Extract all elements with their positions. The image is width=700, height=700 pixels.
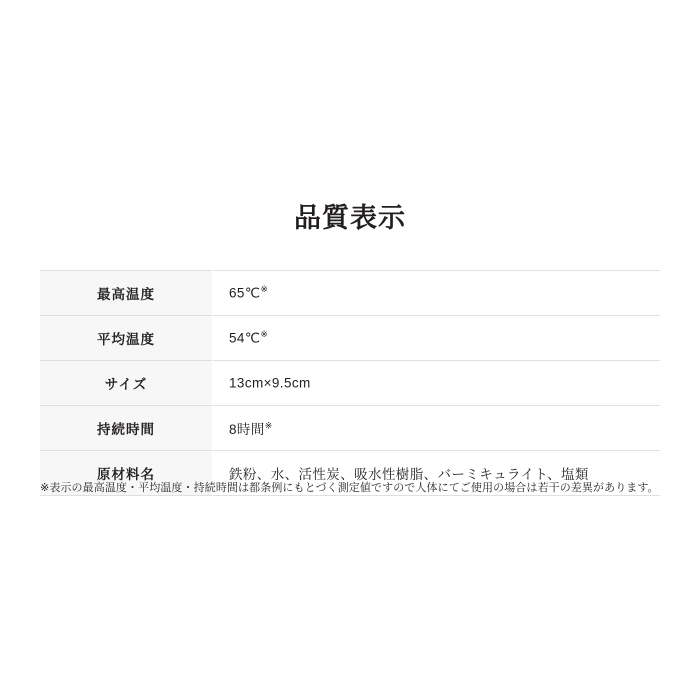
value-text: 8時間 <box>229 422 265 437</box>
specification-table <box>40 270 660 496</box>
row-label-max-temperature: 最高温度 <box>40 271 213 316</box>
value-text: 65℃ <box>229 285 261 301</box>
row-value-duration <box>213 406 661 451</box>
row-value-average-temperature <box>213 316 661 361</box>
row-label-duration: 持続時間 <box>40 406 213 451</box>
value-text: 54℃ <box>229 330 261 346</box>
table-row <box>40 316 660 361</box>
table-row <box>40 361 660 406</box>
table-body <box>40 271 660 496</box>
value-text: 鉄粉、水、活性炭、吸水性樹脂、バーミキュライト、塩類 <box>229 467 589 482</box>
row-value-max-temperature <box>213 271 661 316</box>
table-row <box>40 406 660 451</box>
footnote-mark: ※ <box>264 420 273 431</box>
row-value-size <box>213 361 661 406</box>
row-label-average-temperature: 平均温度 <box>40 316 213 361</box>
value-text: 13cm×9.5cm <box>229 375 311 391</box>
row-label-ingredients: 原材料名 <box>40 451 213 496</box>
row-label-size: サイズ <box>40 361 213 406</box>
table-row <box>40 271 660 316</box>
footnote-text: ※表示の最高温度・平均温度・持続時間は都条例にもとづく測定値ですので人体にてご使用の場合は若干の差異があります。 <box>40 482 659 494</box>
footnote-mark: ※ <box>260 328 269 339</box>
footnote-mark: ※ <box>260 283 269 294</box>
page-title: 品質表示 <box>294 203 406 233</box>
